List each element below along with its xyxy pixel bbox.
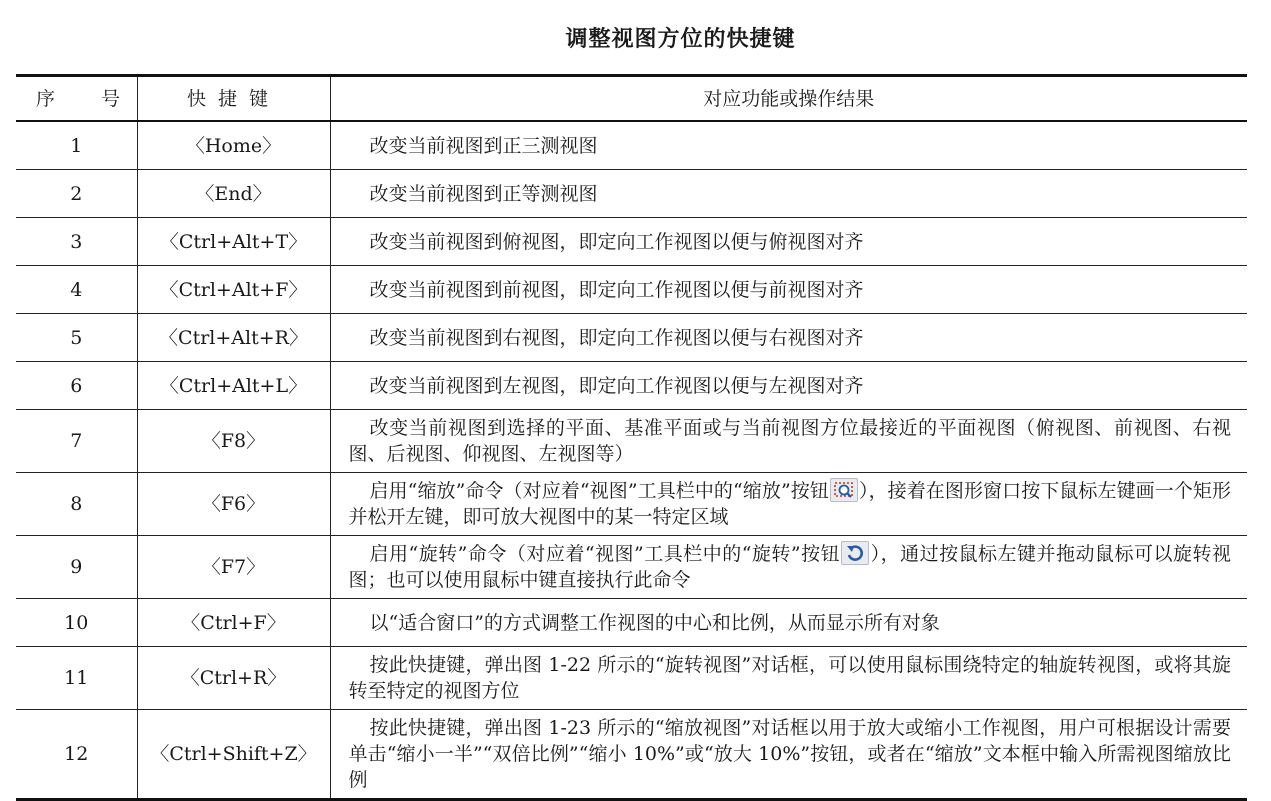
row-number: 8 bbox=[16, 473, 137, 536]
row-shortcut: 〈F6〉 bbox=[137, 473, 330, 536]
row-result: 按此快捷键，弹出图 1-22 所示的“旋转视图”对话框，可以使用鼠标围绕特定的轴旋转视图，或将其旋转至特定的视图方位 bbox=[330, 647, 1247, 710]
row-shortcut: 〈Ctrl+Shift+Z〉 bbox=[137, 710, 330, 800]
row-number: 5 bbox=[16, 314, 137, 362]
table-row bbox=[16, 314, 1247, 362]
row-result: 启用“旋转”命令（对应着“视图”工具栏中的“旋转”按钮 ），通过按鼠标左键并拖动鼠标可以旋转视图；也可以使用鼠标中键直接执行此命令 bbox=[330, 536, 1247, 599]
row-result: 改变当前视图到左视图，即定向工作视图以便与左视图对齐 bbox=[330, 362, 1247, 410]
row-number: 4 bbox=[16, 266, 137, 314]
header-seq: 序 号 bbox=[16, 76, 137, 122]
row-number: 12 bbox=[16, 710, 137, 800]
row-number: 7 bbox=[16, 410, 137, 473]
row-result: 改变当前视图到俯视图，即定向工作视图以便与俯视图对齐 bbox=[330, 218, 1247, 266]
table-row bbox=[16, 473, 1247, 536]
row-result: 改变当前视图到前视图，即定向工作视图以便与前视图对齐 bbox=[330, 266, 1247, 314]
row-shortcut: 〈End〉 bbox=[137, 170, 330, 218]
shortcut-table bbox=[16, 74, 1247, 801]
row-shortcut: 〈Ctrl+Alt+R〉 bbox=[137, 314, 330, 362]
row-shortcut: 〈Home〉 bbox=[137, 121, 330, 170]
header-shortcut: 快捷键 bbox=[137, 76, 330, 122]
row-number: 1 bbox=[16, 121, 137, 170]
rotate-icon bbox=[841, 541, 869, 565]
zoom-icon bbox=[830, 478, 858, 502]
row-number: 9 bbox=[16, 536, 137, 599]
table-row bbox=[16, 266, 1247, 314]
row-result: 以“适合窗口”的方式调整工作视图的中心和比例，从而显示所有对象 bbox=[330, 599, 1247, 647]
row-result: 改变当前视图到选择的平面、基准平面或与当前视图方位最接近的平面视图（俯视图、前视图、右视图、后视图、仰视图、左视图等） bbox=[330, 410, 1247, 473]
row-shortcut: 〈F7〉 bbox=[137, 536, 330, 599]
header-row bbox=[16, 76, 1247, 122]
row-shortcut: 〈F8〉 bbox=[137, 410, 330, 473]
row-result: 改变当前视图到正三测视图 bbox=[330, 121, 1247, 170]
row-number: 6 bbox=[16, 362, 137, 410]
table-row bbox=[16, 362, 1247, 410]
table-row bbox=[16, 218, 1247, 266]
row-shortcut: 〈Ctrl+R〉 bbox=[137, 647, 330, 710]
row-shortcut: 〈Ctrl+Alt+F〉 bbox=[137, 266, 330, 314]
row-number: 10 bbox=[16, 599, 137, 647]
row-shortcut: 〈Ctrl+F〉 bbox=[137, 599, 330, 647]
row-shortcut: 〈Ctrl+Alt+T〉 bbox=[137, 218, 330, 266]
row-number: 11 bbox=[16, 647, 137, 710]
table-row bbox=[16, 599, 1247, 647]
table-row bbox=[16, 121, 1247, 170]
row-result: 按此快捷键，弹出图 1-23 所示的“缩放视图”对话框以用于放大或缩小工作视图，用户可根据设计需要单击“缩小一半”“双倍比例”“缩小 10%”或“放大 10%”按钮，或者在“缩放”文本框中输入所需视图缩放比例 bbox=[330, 710, 1247, 800]
table-row bbox=[16, 710, 1247, 800]
header-result: 对应功能或操作结果 bbox=[330, 76, 1247, 122]
table-row bbox=[16, 170, 1247, 218]
table-row bbox=[16, 536, 1247, 599]
row-number: 3 bbox=[16, 218, 137, 266]
table-row bbox=[16, 410, 1247, 473]
row-result: 启用“缩放”命令（对应着“视图”工具栏中的“缩放”按钮 ），接着在图形窗口按下鼠标左键画一个矩形并松开左键，即可放大视图中的某一特定区域 bbox=[330, 473, 1247, 536]
table-row bbox=[16, 647, 1247, 710]
row-result: 改变当前视图到右视图，即定向工作视图以便与右视图对齐 bbox=[330, 314, 1247, 362]
row-shortcut: 〈Ctrl+Alt+L〉 bbox=[137, 362, 330, 410]
row-result: 改变当前视图到正等测视图 bbox=[330, 170, 1247, 218]
row-number: 2 bbox=[16, 170, 137, 218]
table-title: 调整视图方位的快捷键 bbox=[565, 27, 796, 52]
